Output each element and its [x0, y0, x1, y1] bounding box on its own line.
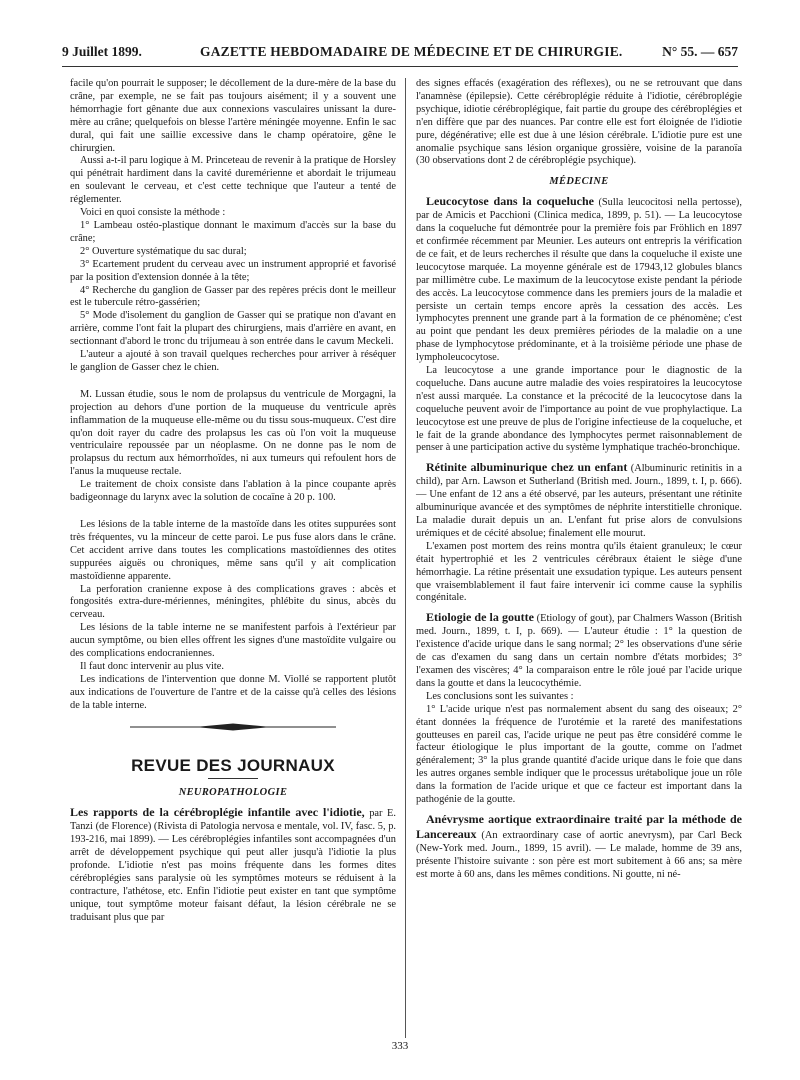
paragraph: Les lésions de la table interne ne se manifestent parfois à l'extérieur par aucun symptôme, ou bien elles offrent les signes d'une mastoïdite vulgaire ou des complications endocraniennes. — [70, 622, 396, 660]
left-column — [70, 78, 396, 924]
paragraph: 1° L'acide urique n'est pas normalement absent du sang des oiseaux; 2° étant données la fréquence de l'urotémie et la rareté des manifestations goutteuses en pareil cas, l'acide urique ne peut pas être considéré comme le facteur étiologique le plus important de la goutte, comme on l'admet généralement; 3° la plus grande quantité d'acide urique dans le foie que dans les autres organes semble indiquer que le processus urétabolique joue un rôle dans la formation de l'acide urique et que ce facteur est important dans la pathogénie de la goutte. — [416, 703, 742, 806]
list-item: 3° Ecartement prudent du cerveau avec un instrument approprié et favorisé par la position d'extension donnée à la tête; — [70, 258, 396, 283]
subsection-heading: MÉDECINE — [549, 176, 609, 188]
subsection-heading: NEUROPATHOLOGIE — [178, 787, 288, 799]
article-text: (Sulla leucocitosi nella pertosse), par de Amicis et Pacchioni (Clinica medica, 1899, p. 51). — La leucocytose dans la coqueluche fut démontrée pour la première fois par Fröhlich en 1897 et confirmée récemment par Meunier. Les auteurs ont entrepris la vérification de ce fait, et de leurs recherches il résulte que dans la coqueluche il existe une leucocytose marquée. La moyenne générale est de 17943,12 globules blancs par millimètre cube. Le maximum de la leucocytose existe pendant la période des accès. La leucocytose commence dans les premiers jours de la maladie et persiste un certain temps encore après la cessation des accès. Les lymphocytes prennent une grande part à la formation de ce phénomène; c'est au point que pendant les deux premières périodes de la maladie on a une phase de lymphocytose prédominante, et à la troisième période une phase de lympholeucocytose. — [416, 197, 742, 364]
article-title: Rétinite albuminurique chez un enfant — [426, 460, 628, 475]
section-title: REVUE DES JOURNAUX — [131, 755, 335, 775]
paragraph: M. Lussan étudie, sous le nom de prolapsus du ventricule de Morgagni, la projection au dehors d'une portion de la muqueuse du ventricule après inflammation de la muqueuse elle-même ou du tissu sous-muqueux. C'est dire qu'on doit rayer du cadre des prolapsus les cas où l'on voit la muqueuse ventriculaire repoussée par un néoplasme. On ne donne pas le nom de prolapsus du rectum aux hémorrhoïdes, ni aux tumeurs qui refoulent hors de l'anus la muqueuse rectale. — [70, 388, 396, 478]
issue-date: 9 Juillet 1899. — [62, 44, 142, 59]
article-paragraph — [70, 806, 396, 924]
list-item: 5° Mode d'isolement du ganglion de Gasser qui se pratique non d'avant en arrière, comme l'ont fait la plupart des chirurgiens, mais d'arrière en avant, en sectionnant d'abord le tronc du trijumeau à son entrée dans le cavum Meckeli. — [70, 310, 396, 348]
title-rule — [208, 778, 258, 779]
article-text: (Albuminuric retinitis in a child), par Arn. Lawson et Sutherland (British med. Journ., 1899, t. I, p. 666). — Une enfant de 12 ans a été observé, par les auteurs, présentant une rétinite albuminurique avancée et des symptômes de néphrite interstitielle chronique. La maladie durait depuis un an. L'enfant fut prise alors de convulsions urémiques et de cécité absolue; finalement elle mourut. — [416, 463, 742, 539]
paragraph: Il faut donc intervenir au plus vite. — [80, 660, 224, 672]
article-title: Anévrysme aortique extraordinaire traité par la méthode de Lancereaux — [416, 811, 742, 841]
ornament-divider — [70, 719, 396, 735]
paragraph: La leucocytose a une grande importance pour le diagnostic de la coqueluche. Dans aucune autre maladie des voies respiratoires la leucocytose n'est aussi marquée. La constance et la précocité de la leucocytose dans la coqueluche peuvent avoir de l'importance au point de vue prophylactique. La leucocytose est une preuve de plus de l'origine infectieuse de la coqueluche, et le fait de la grande abondance des lymphocytes permet raisonnablement de penser à une participation active du système lymphatique trachéo-bronchique. — [416, 365, 742, 454]
journal-title: GAZETTE HEBDOMADAIRE DE MÉDECINE ET DE CHIRURGIE. — [200, 44, 623, 59]
page-number: 333 — [391, 1040, 409, 1052]
header-rule — [62, 66, 738, 67]
paragraph: Aussi a-t-il paru logique à M. Princeteau de revenir à la pratique de Horsley qui pénétrait hardiment dans la cavité duremérienne et abordait le trijumeau en soulevant le cerveau, et c'est cette technique que l'auteur a tenté de réglementer. — [70, 155, 396, 206]
paragraph: L'examen post mortem des reins montra qu'ils étaient granuleux; le cœur était hypertrophié et les 2 ventricules cérébraux étaient le siège d'une hémorrhagie. La rétine présentait une exsudation typique. Les auteurs pensent que vraisemblablement il faut faire intervenir ici comme cause la syphilis congénitale. — [416, 540, 742, 604]
issue-number: N° 55. — 657 — [662, 44, 738, 59]
article-paragraph — [416, 813, 742, 882]
right-column — [416, 78, 742, 881]
paragraph: des signes effacés (exagération des réflexes), ou ne se retrouvant que dans l'anamnèse (épilepsie). Cette cérébroplégie réduite à l'idiotie, cérébroplégie psychique, idiotie cérébroplégique, fait partie du groupe des cérébroplégies et n'en diffère que par des nuances. Par contre elle est fort éloignée de l'idiotie pure, dégénérative; elle est due à une lésion cérébrale. L'idiotie pure est une anomalie psychique sans lésion organique grossière, voisine de la paranoïa (30 observations dont 2 de cérébroplégie psychique). — [416, 78, 742, 167]
article-text: (An extraordinary case of aortic anevrysm), par Carl Beck (New-York med. Journ., 1899, 15 avril). — Le malade, homme de 39 ans, présente l'histoire suivante : son père est mort subitement à 66 ans; sa mère est morte à 60 ans, dans les mêmes conditions. Ni goutte, ni né- — [416, 829, 742, 880]
article-paragraph — [416, 195, 742, 365]
article-title: Les rapports de la cérébroplégie infantile avec l'idiotie, — [70, 805, 365, 820]
paragraph: Les lésions de la table interne de la mastoïde dans les otites suppurées sont très fréquentes, vu la minceur de cette paroi. Le pus fuse alors dans le crâne. Cet accident arrive dans toutes les complications mastoïdiennes des otites suppurées aiguës ou chroniques, même sans qu'il y ait complication mastoïdienne apparente. — [70, 519, 396, 582]
article-title: Leucocytose dans la coqueluche — [426, 194, 594, 209]
list-item: 1° Lambeau ostéo-plastique donnant le maximum d'accès sur la base du crâne; — [70, 219, 396, 244]
paragraph: La perforation cranienne expose à des complications graves : abcès et fongosités extra-dure-mériennes, méningites, phlébite du sinus, abcès du cerveau. — [70, 583, 396, 621]
list-item: 2° Ouverture systématique du sac dural; — [80, 245, 247, 257]
list-item: 4° Recherche du ganglion de Gasser par des repères précis dont le meilleur est le tubercule rétro-gassérien; — [70, 284, 396, 309]
article-title: Etiologie de la goutte — [426, 610, 534, 625]
article-text: (Etiology of gout), par Chalmers Wasson (British med. Journ., 1899, t. I, p. 669). — L'auteur étudie : 1° la question de l'existence d'acide urique dans le sang normal; 2° les observations d'une série de cas d'examen du sang dans un certain nombre d'états morbides; 3° l'examen des viscères; 4° la comparaison entre le rôle joué par l'acide urique dans la goutte et dans la leucocythémie. — [416, 613, 743, 689]
paragraph: Les conclusions sont les suivantes : — [426, 690, 574, 702]
column-divider — [405, 78, 406, 1038]
article-text: par E. Tanzi (de Florence) (Rivista di Patologia nervosa e mentale, vol. IV, fasc. 5, p. 193-216, mai 1899). — Les cérébroplégies infantiles sont accompagnées d'un arrêt de développement psychique qui peut aller jusqu'à l'idiotie la plus profonde. L'idiotie n'est pas moins fréquente dans les formes dites cérébroplégies sans paralysie où les symptômes moteurs se réduisent à la contracture, l'athétose, etc. Enfin l'idiotie peut exister en tant que symptôme unique, tout symptôme moteur faisant défaut, la lésion cérébrale ne se traduisant plus que par — [70, 808, 396, 923]
paragraph: L'auteur a ajouté à son travail quelques recherches pour arriver à réséquer le ganglion de Gasser chez le chien. — [70, 349, 396, 373]
article-paragraph — [416, 461, 742, 540]
paragraph: Le traitement de choix consiste dans l'ablation à la pince coupante après badigeonnage du larynx avec la solution de cocaïne à 20 p. 100. — [70, 479, 396, 504]
article-paragraph — [416, 611, 742, 690]
page-header — [62, 44, 738, 66]
paragraph: facile qu'on pourrait le supposer; le décollement de la dure-mère de la base du crâne, par exemple, ne se fait pas toujours aisément; il y a souvent une hémorrhagie fort gênante due aux connexions vasculaires unissant la dure-mère au crâne; quelquefois on blesse l'artère méningée moyenne. Enfin le sac dural, qui fait une saillie excessive dans le champ opératoire, gêne le chirurgien. — [70, 78, 396, 154]
paragraph: Voici en quoi consiste la méthode : — [80, 207, 226, 219]
paragraph: Les indications de l'intervention que donne M. Viollé se rapportent plutôt aux indications de l'ouverture de l'antre et de la caisse qu'à celles des lésions de la table interne. — [70, 673, 396, 711]
